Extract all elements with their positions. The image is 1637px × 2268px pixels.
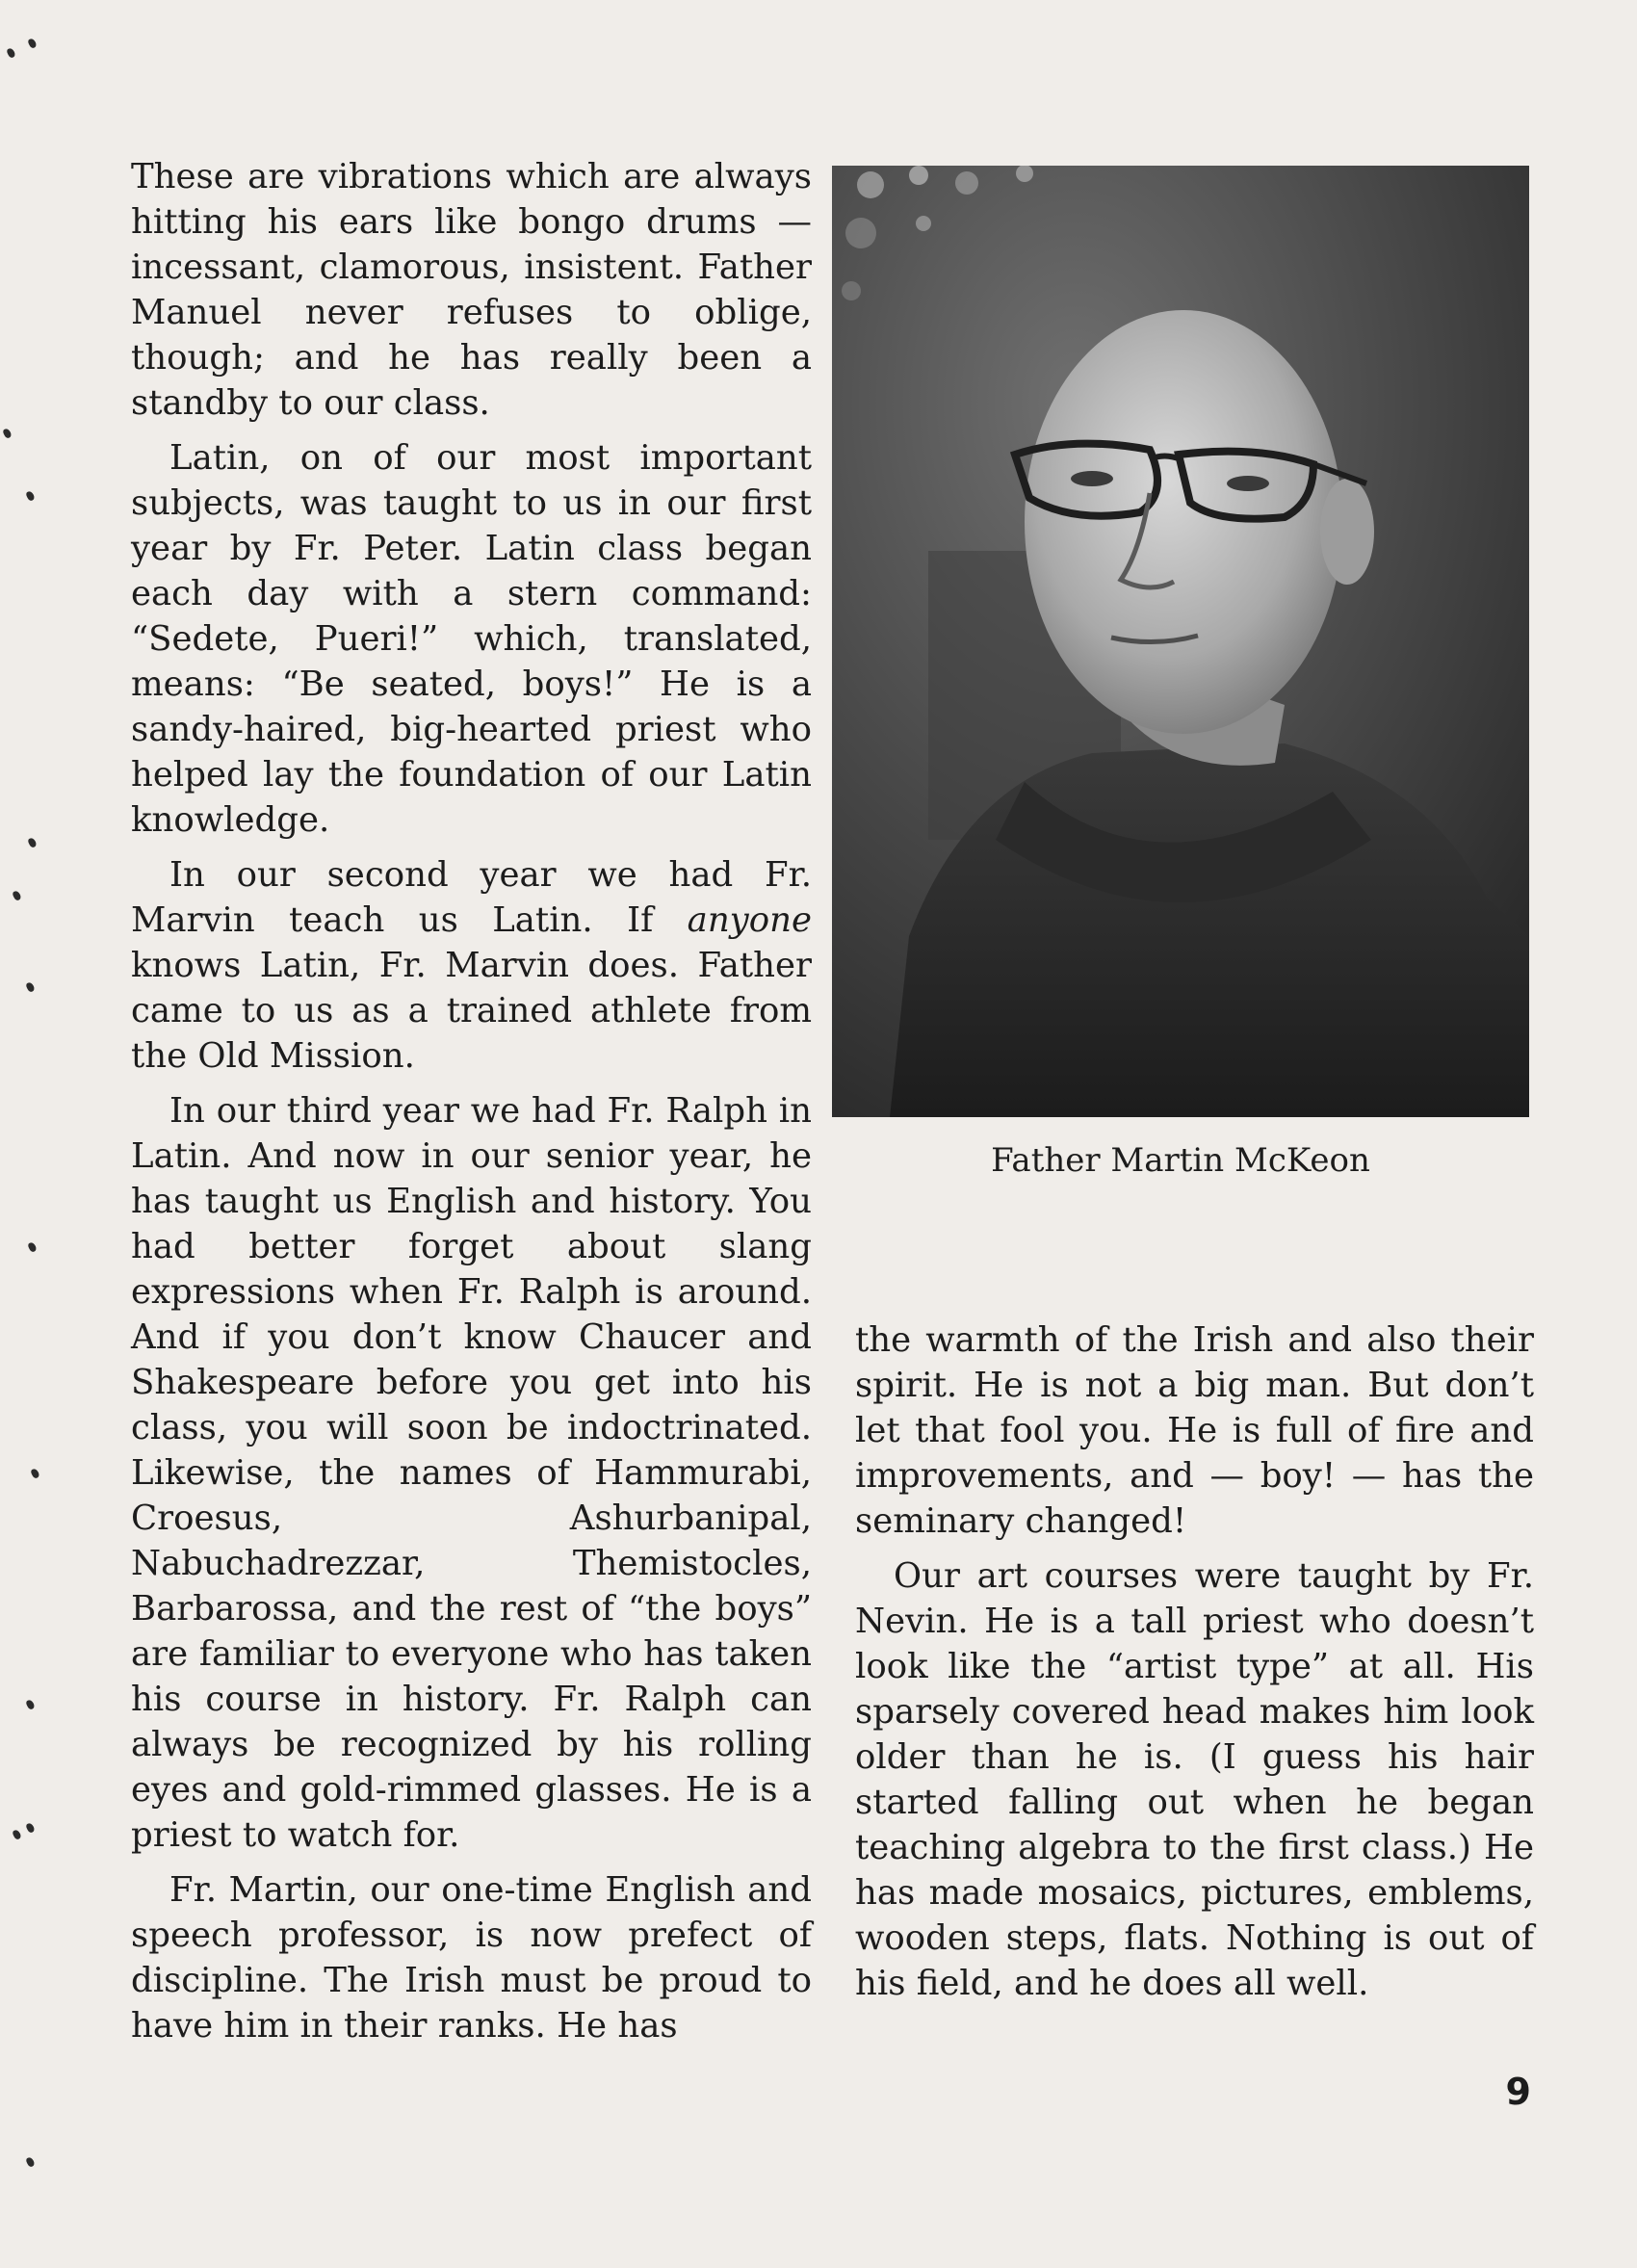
- binding-hole: [2, 428, 13, 439]
- left-text-column: [131, 154, 812, 2058]
- right-text-column: [855, 1317, 1534, 2016]
- paragraph-vibrations: These are vibrations which are always hitting his ears like bongo drums — incessant, clamorous, insistent. Father Manuel never refuses to oblige, though; and he has really been a standby to our class.: [131, 157, 812, 423]
- binding-hole: [12, 890, 22, 901]
- paragraph-irish-warmth: the warmth of the Irish and also their spirit. He is not a big man. But don’t let that fool you. He is full of fire and improvements, and — boy! — has the seminary changed!: [855, 1320, 1534, 1541]
- binding-hole: [27, 837, 38, 848]
- binding-hole: [27, 1241, 38, 1253]
- paragraph-fr-martin: Fr. Martin, our one-time English and speech professor, is now prefect of discipline. The Irish must be proud to have him in their ranks. He has: [131, 1870, 812, 2046]
- binding-hole: [27, 38, 38, 49]
- photo-caption: Father Martin McKeon: [991, 1141, 1370, 1180]
- paragraph-art-courses: Our art courses were taught by Fr. Nevin. He is a tall priest who doesn’t look like the “artist type” at all. His sparsely covered head makes him look older than he is. (I guess his hair started falling out when he began teaching algebra to the first class.) He has made mosaics, pictures, emblems, wooden steps, flats. Nothing is out of his field, and he does all well.: [855, 1556, 1534, 2003]
- text-fragment: knows Latin, Fr. Marvin does. Father came to us as a trained athlete from the Old Mission.: [131, 946, 812, 1076]
- binding-hole: [25, 490, 36, 502]
- binding-hole: [6, 47, 16, 59]
- paragraph-fr-ralph: In our third year we had Fr. Ralph in Latin. And now in our senior year, he has taught us English and history. You had better forget about slang expressions when Fr. Ralph is around. And if you don’t know Chaucer and Shakespeare before you get into his class, you will soon be indoctrinated. Likewise, the names of Hammurabi, Croesus, Ashurbanipal, Nabuchadrezzar, Themistocles, Barbarossa, and the rest of “the boys” are familiar to everyone who has taken his course in history. Fr. Ralph can always be recognized by his rolling eyes and gold-rimmed glasses. He is a priest to watch for.: [131, 1091, 812, 1855]
- paragraph-fr-marvin: [131, 852, 812, 1079]
- binding-hole: [12, 1829, 22, 1840]
- binding-hole: [25, 1822, 36, 1834]
- binding-hole: [25, 1699, 36, 1710]
- text-fragment: In our second year we had Fr. Marvin teach us Latin. If: [131, 855, 812, 940]
- binding-hole: [25, 981, 36, 993]
- emphasis-word: anyone: [687, 900, 812, 940]
- binding-hole: [30, 1468, 40, 1479]
- paragraph-latin-fr-peter: Latin, on of our most important subjects, was taught to us in our first year by Fr. Peter. Latin class began each day with a stern command: “Sedete, Pueri!” which, translated, means: “Be seated, boys!” He is a sandy-haired, big-hearted priest who helped lay the foundation of our Latin knowledge.: [131, 438, 812, 840]
- binding-hole: [25, 2156, 36, 2168]
- page-number: 9: [1505, 2071, 1531, 2113]
- portrait-photo: [832, 166, 1529, 1117]
- portrait-illustration: [832, 166, 1529, 1117]
